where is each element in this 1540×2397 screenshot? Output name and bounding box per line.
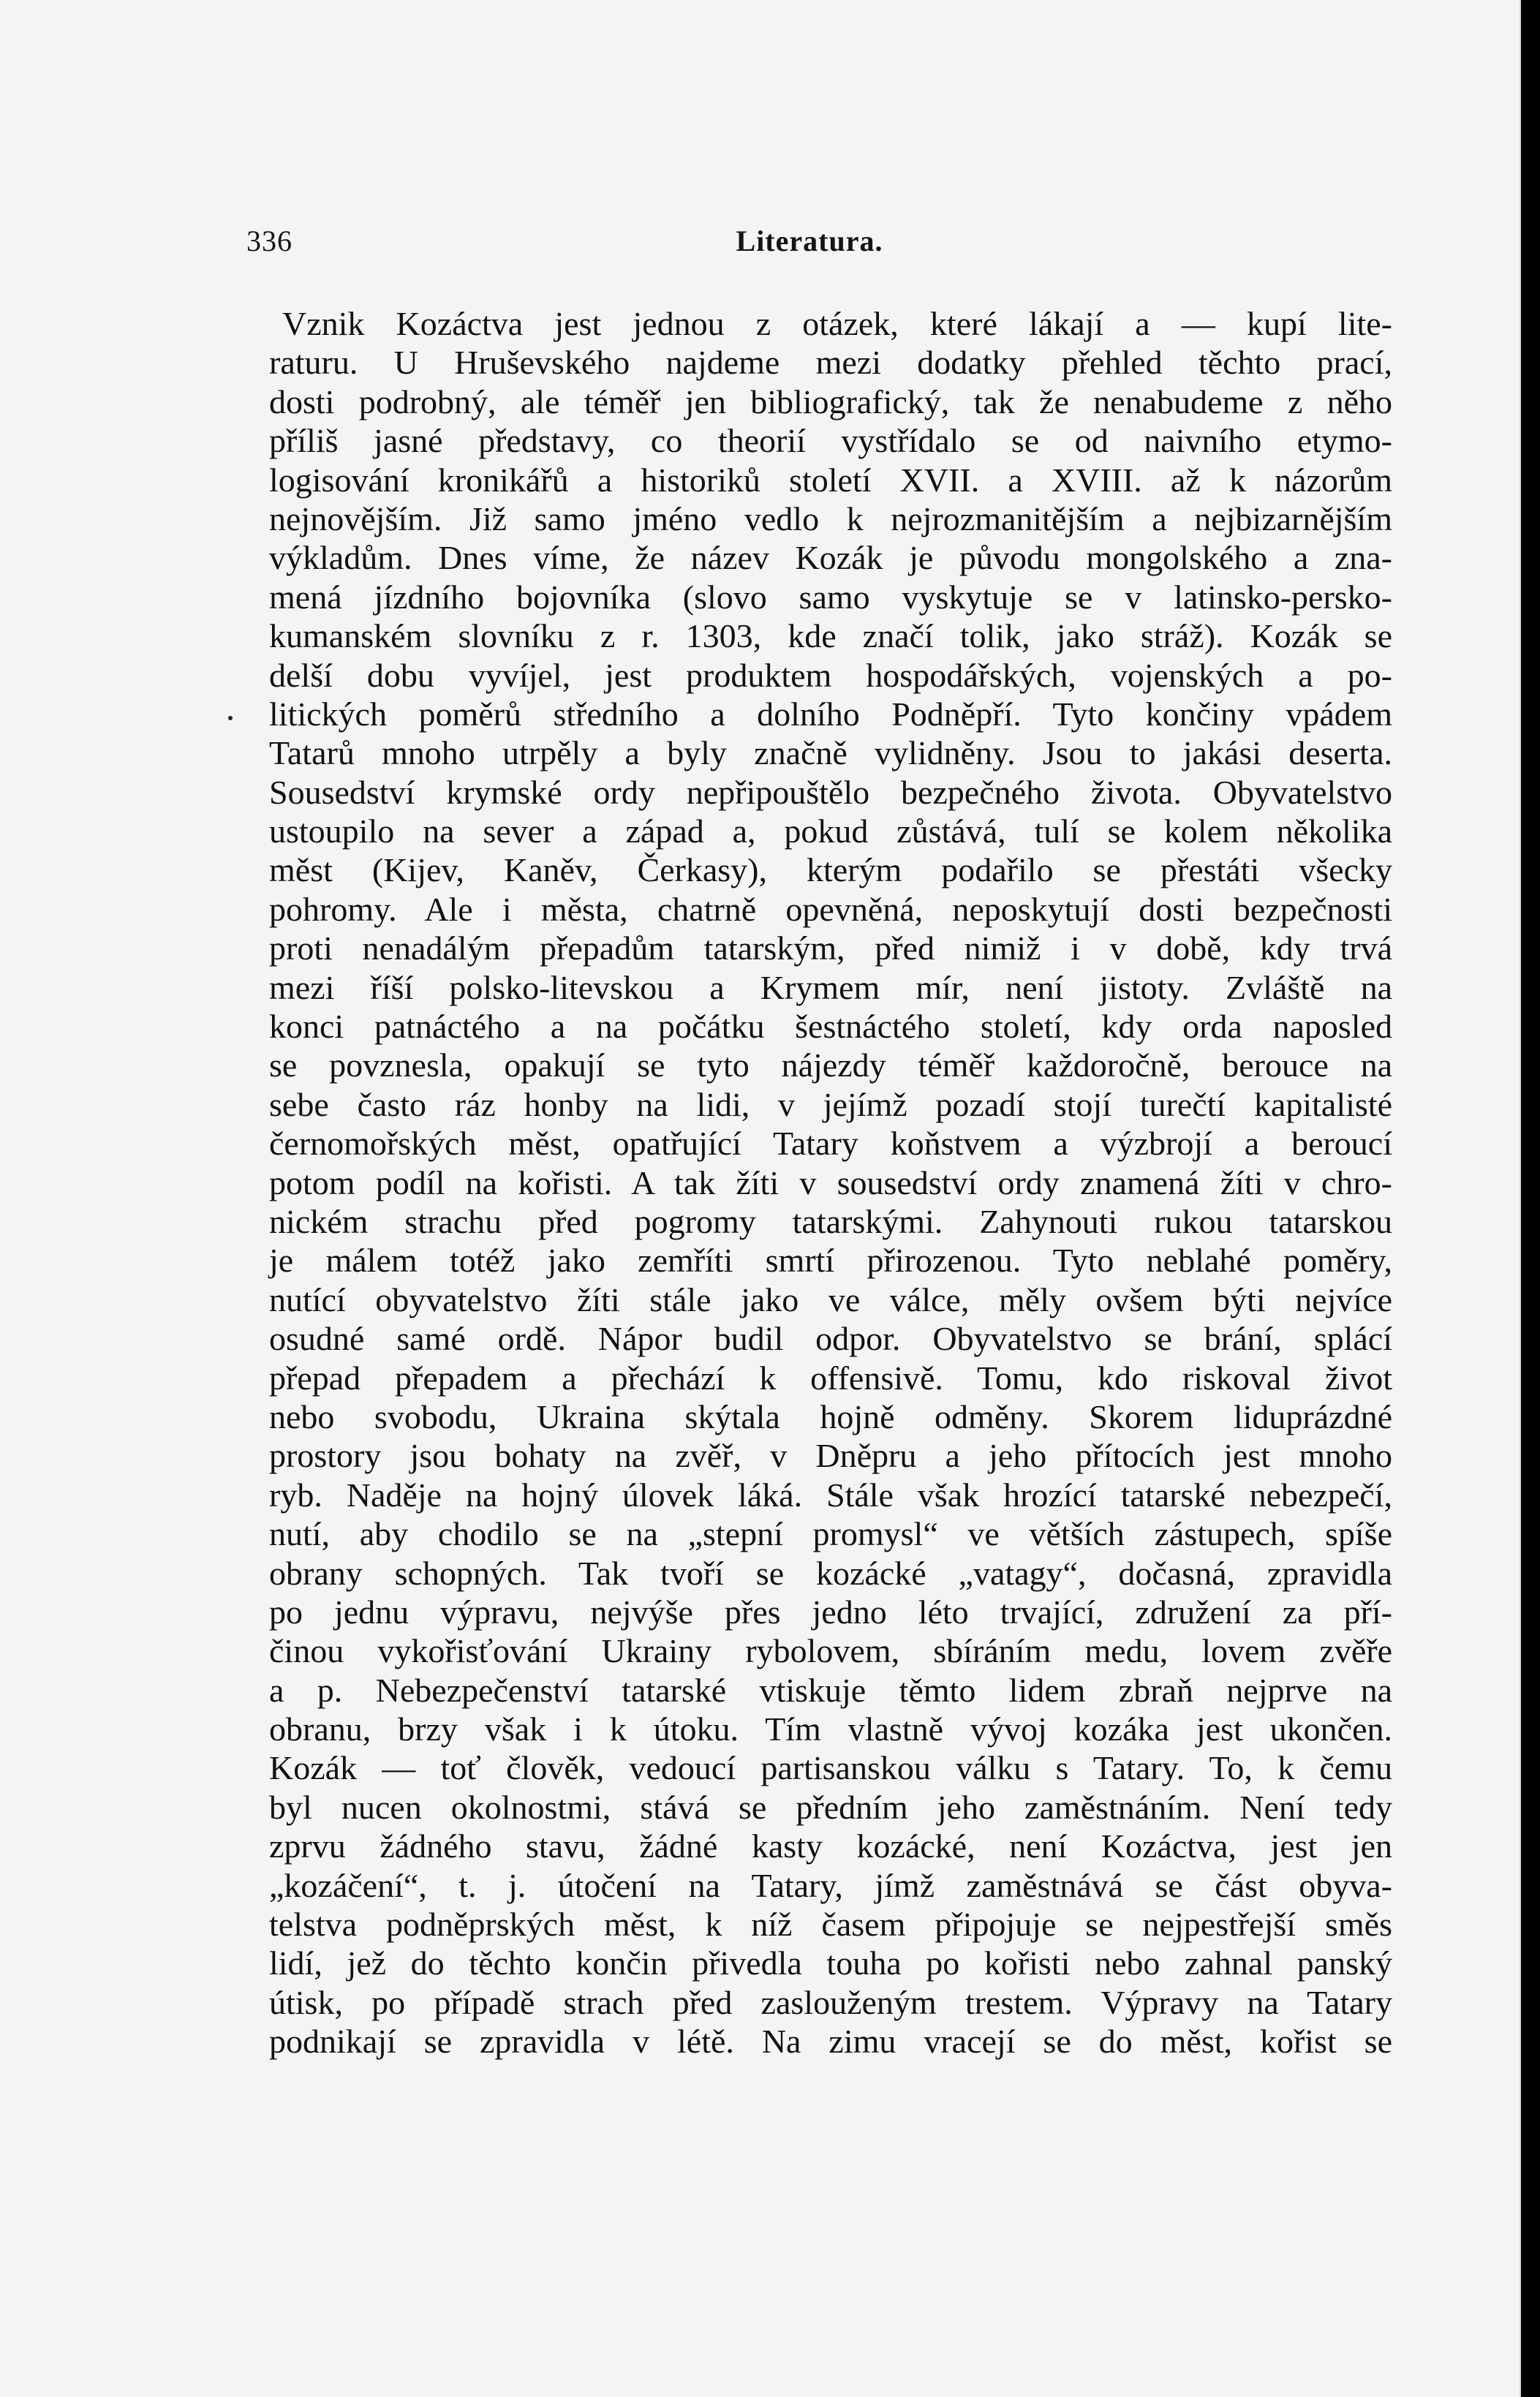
text-line: delší dobu vyvíjel, jest produktem hospodářských, vojenských a po- (269, 656, 1392, 694)
text-line: nutící obyvatelstvo žíti stále jako ve válce, měly ovšem býti nejvíce (269, 1280, 1392, 1318)
text-line: konci patnáctého a na počátku šestnáctého století, kdy orda naposled (269, 1008, 1392, 1046)
text-line: obranu, brzy však i k útoku. Tím vlastně vývoj kozáka jest ukončen. (269, 1710, 1392, 1748)
text-line: je málem totéž jako zemříti smrtí přirozenou. Tyto neblahé poměry, (269, 1242, 1392, 1280)
text-line: podnikají se zpravidla v létě. Na zimu vracejí se do měst, kořist se (269, 2023, 1392, 2061)
text-line: lidí, jež do těchto končin přivedla touha po kořisti nebo zahnal panský (269, 1944, 1392, 1982)
text-line: útisk, po případě strach před zaslouženým trestem. Výpravy na Tatary (269, 1983, 1392, 2021)
text-line: výkladům. Dnes víme, že název Kozák je původu mongolského a zna- (269, 539, 1392, 577)
text-line: ryb. Naděje na hojný úlovek láká. Stále však hrozící tatarské nebezpečí, (269, 1476, 1392, 1514)
text-line: raturu. U Hruševského najdeme mezi dodatky přehled těchto prací, (269, 344, 1392, 382)
text-line: nebo svobodu, Ukraina skýtala hojně odměny. Skorem liduprázdné (269, 1397, 1392, 1435)
text-line: nickém strachu před pogromy tatarskými. Zahynouti rukou tatarskou (269, 1202, 1392, 1240)
text-line: byl nucen okolnostmi, stává se předním jeho zaměstnáním. Není tedy (269, 1788, 1392, 1826)
text-line: Tatarů mnoho utrpěly a byly značně vylidněny. Jsou to jakási deserta. (269, 734, 1392, 772)
text-line: Vznik Kozáctva jest jednou z otázek, které lákají a — kupí lite- (282, 305, 1392, 342)
text-line: a p. Nebezpečenství tatarské vtiskuje těmto lidem zbraň nejprve na (269, 1671, 1392, 1709)
text-line: mezi říší polsko-litevskou a Krymem mír, není jistoty. Zvláště na (269, 968, 1392, 1006)
text-line: obrany schopných. Tak tvoří se kozácké „vatagy“, dočasná, zpravidla (269, 1554, 1392, 1592)
margin-mark (228, 716, 233, 720)
text-line: potom podíl na kořisti. A tak žíti v sousedství ordy znamená žíti v chro- (269, 1163, 1392, 1201)
text-line: se povznesla, opakují se tyto nájezdy téměř každoročně, berouce na (269, 1046, 1392, 1084)
text-line: logisování kronikářů a historiků století XVII. a XVIII. až k názorům (269, 461, 1392, 499)
text-line: dosti podrobný, ale téměř jen bibliografický, tak že nenabudeme z něho (269, 382, 1392, 420)
text-line: litických poměrů středního a dolního Podněpří. Tyto končiny vpádem (269, 695, 1392, 733)
text-line: mená jízdního bojovníka (slovo samo vyskytuje se v latinsko-persko- (269, 578, 1392, 616)
text-line: přepad přepadem a přechází k offensivě. Tomu, kdo riskoval život (269, 1359, 1392, 1397)
text-line: činou vykořisťování Ukrainy rybolovem, sbíráním medu, lovem zvěře (269, 1632, 1392, 1670)
text-line: Kozák — toť člověk, vedoucí partisanskou válku s Tatary. To, k čemu (269, 1749, 1392, 1787)
text-line: měst (Kijev, Kaněv, Čerkasy), kterým podařilo se přestáti všecky (269, 851, 1392, 889)
page-number: 336 (246, 224, 292, 257)
text-line: osudné samé ordě. Nápor budil odpor. Obyvatelstvo se brání, splácí (269, 1320, 1392, 1358)
text-line: nejnovějším. Již samo jméno vedlo k nejrozmanitějším a nejbizarnějším (269, 499, 1392, 537)
text-line: pohromy. Ale i města, chatrně opevněná, neposkytují dosti bezpečnosti (269, 890, 1392, 928)
page-header (246, 224, 1373, 268)
text-line: příliš jasné představy, co theorií vystřídalo se od naivního etymo- (269, 422, 1392, 460)
text-line: „kozáčení“, t. j. útočení na Tatary, jímž zaměstnává se část obyva- (269, 1866, 1392, 1904)
running-head: Literatura. (736, 224, 883, 257)
text-line: ustoupilo na sever a západ a, pokud zůstává, tulí se kolem několika (269, 812, 1392, 850)
text-line: černomořských měst, opatřující Tatary koňstvem a výzbrojí a beroucí (269, 1125, 1392, 1163)
text-line: proti nenadálým přepadům tatarským, před nimiž i v době, kdy trvá (269, 929, 1392, 967)
text-line: sebe často ráz honby na lidi, v jejímž pozadí stojí turečtí kapitalisté (269, 1085, 1392, 1123)
text-line: po jednu výpravu, nejvýše přes jedno léto trvající, združení za pří- (269, 1593, 1392, 1631)
text-line: nutí, aby chodilo se na „stepní promysl“ ve větších zástupech, spíše (269, 1515, 1392, 1553)
text-line: telstva podněprských měst, k níž časem připojuje se nejpestřejší směs (269, 1906, 1392, 1944)
body-text (269, 304, 1392, 2061)
text-line: zprvu žádného stavu, žádné kasty kozácké, není Kozáctva, jest jen (269, 1827, 1392, 1865)
text-line: Sousedství krymské ordy nepřipouštělo bezpečného života. Obyvatelstvo (269, 773, 1392, 811)
text-line: prostory jsou bohaty na zvěř, v Dněpru a jeho přítocích jest mnoho (269, 1437, 1392, 1475)
text-line: kumanském slovníku z r. 1303, kde značí tolik, jako stráž). Kozák se (269, 617, 1392, 655)
